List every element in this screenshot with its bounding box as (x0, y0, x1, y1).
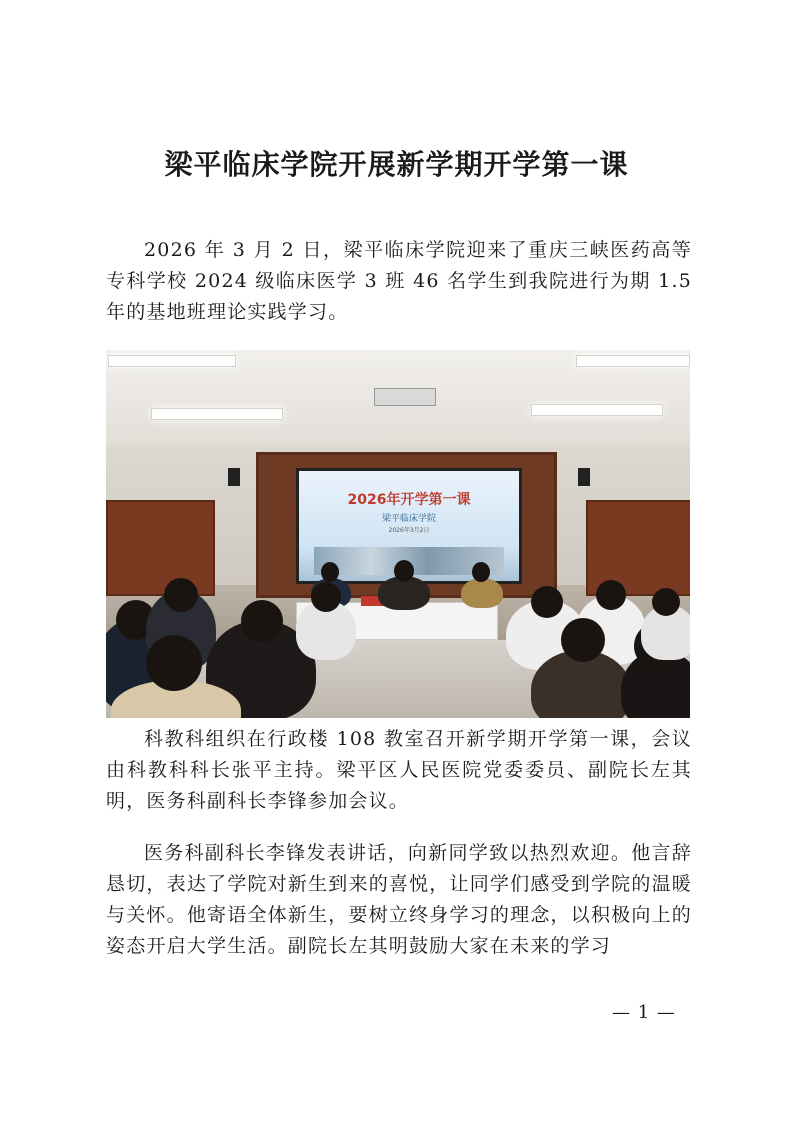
student-head (561, 618, 605, 662)
presenter (461, 578, 503, 608)
paragraph-3: 医务科副科长李锋发表讲话，向新同学致以热烈欢迎。他言辞恳切，表达了学院对新生到来的喜悦，让同学们感受到学院的温暖与关怀。他寄语全体新生，要树立终身学习的理念，以积极向上的姿态开启大学生活。副院长左其明鼓励大家在未来的学习 (106, 842, 692, 957)
ceiling-light (576, 355, 690, 367)
student-head (241, 600, 283, 642)
ceiling-light (151, 408, 283, 420)
presenter-head (472, 562, 490, 582)
screen-title: 2026年开学第一课 (347, 492, 471, 508)
student-head (146, 635, 202, 691)
student-head (164, 578, 198, 612)
presenter-head (321, 562, 339, 582)
ceiling-light (108, 355, 236, 367)
page-number: — 1 — (612, 1002, 676, 1023)
paragraph-1: 2026 年 3 月 2 日，梁平临床学院迎来了重庆三峡医药高等专科学校 2024 级临床医学 3 班 46 名学生到我院进行为期 1.5 年的基地班理论实践学习。 (106, 239, 692, 323)
presenter-head (394, 560, 414, 582)
speaker (228, 468, 240, 486)
screen-subtitle: 梁平临床学院 (381, 514, 436, 524)
student-head (652, 588, 680, 616)
speaker (578, 468, 590, 486)
student-head (596, 580, 626, 610)
wooden-door (106, 500, 215, 596)
document-title: 梁平临床学院开展新学期开学第一课 (164, 148, 629, 181)
student-head (531, 586, 563, 618)
paragraph-2: 科教科组织在行政楼 108 教室召开新学期开学第一课，会议由科教科科长张平主持。梁平区人民医院党委委员、副院长左其明，医务科副科长李锋参加会议。 (106, 728, 692, 812)
classroom-photo (106, 350, 690, 718)
projector (374, 388, 436, 406)
student-head (311, 582, 341, 612)
screen-date: 2026年3月2日 (388, 527, 430, 534)
ceiling-light (531, 404, 663, 416)
